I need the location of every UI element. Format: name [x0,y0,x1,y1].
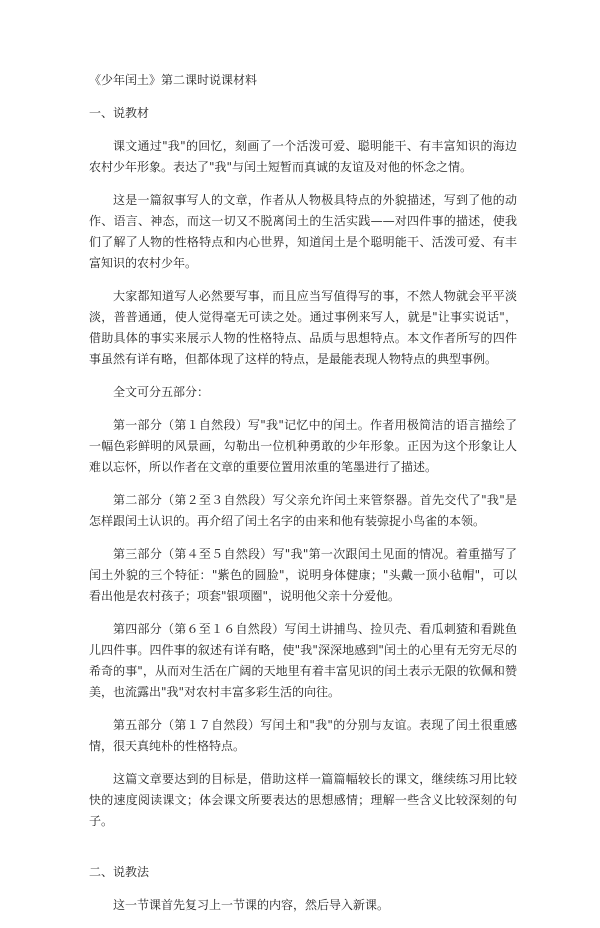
paragraph: 大家都知道写人必然要写事，而且应当写值得写的事，不然人物就会平平淡淡，普普通通，使人觉得毫无可读之处。通过事例来写人，就是"让事实说话"，借助具体的事实来展示人物的性格特点、品质与思想特点。本文作者所写的四件事虽然有详有略，但都体现了这样的特点，是最能表现人物特点的典型事例。 [89,289,517,366]
section-spacer [89,844,517,862]
paragraph: 课文通过"我"的回忆，刻画了一个活泼可爱、聪明能干、有丰富知识的海边农村少年形象。表达了"我"与闰土短暂而真诚的友谊及对他的怀念之情。 [89,139,517,174]
paragraph: 这篇文章要达到的目标是，借助这样一篇篇幅较长的课文，继续练习用比较快的速度阅读课文；体会课文所要表达的思想感情；理解一些含义比较深刻的句子。 [89,772,517,828]
paragraph: 这是一篇叙事写人的文章，作者从人物极具特点的外貌描述，写到了他的动作、语言、神态，而这一切又不脱离闰土的生活实践——对四件事的描述，使我们了解了人物的性格特点和内心世界，知道闰土是个聪明能干、活泼可爱、有丰富知识的农村少年。 [89,193,517,270]
paragraph: 全文可分五部分： [113,385,210,399]
section-textbook [89,103,517,832]
paragraph: 这一节课首先复习上一节课的内容，然后导入新课。 [113,898,390,912]
paragraph: 第三部分（第４至５自然段）写"我"第一次跟闰土见面的情况。着重描写了闰土外貌的三个特征："紫色的圆脸"，说明身体健康；"头戴一顶小毡帽"，可以看出他是农村孩子；项套"银项圈"，说明他父亲十分爱他。 [89,547,517,603]
section-teaching-method [89,862,517,916]
paragraph: 第四部分（第６至１６自然段）写闰土讲捕鸟、捡贝壳、看瓜刺猹和看跳鱼儿四件事。四件事的叙述有详有略，使"我"深深地感到"闰土的心里有无穷无尽的希奇的事"，从而对生活在广阔的天地里有着丰富见识的闰土表示无限的钦佩和赞美，也流露出"我"对农村丰富多彩生活的向往。 [89,622,517,699]
section-heading: 二、说教法 [89,865,150,879]
paragraph: 第一部分（第１自然段）写"我"记忆中的闰土。作者用极简洁的语言描绘了一幅色彩鲜明的风景画，勾勒出一位机种勇敢的少年形象。正因为这个形象让人难以忘怀，所以作者在文章的重要位置用浓重的笔墨进行了描述。 [89,418,517,474]
document-page [89,70,517,928]
section-heading: 一、说教材 [89,106,150,120]
paragraph: 第二部分（第２至３自然段）写父亲允许闰土来管祭器。首先交代了"我"是怎样跟闰土认识的。再介绍了闰土名字的由来和他有装弶捉小鸟雀的本领。 [89,493,517,528]
document-title: 《少年闰土》第二课时说课材料 [89,73,258,87]
paragraph: 第五部分（第１７自然段）写闰土和"我"的分别与友谊。表现了闰土很重感情，很天真纯朴的性格特点。 [89,718,517,753]
